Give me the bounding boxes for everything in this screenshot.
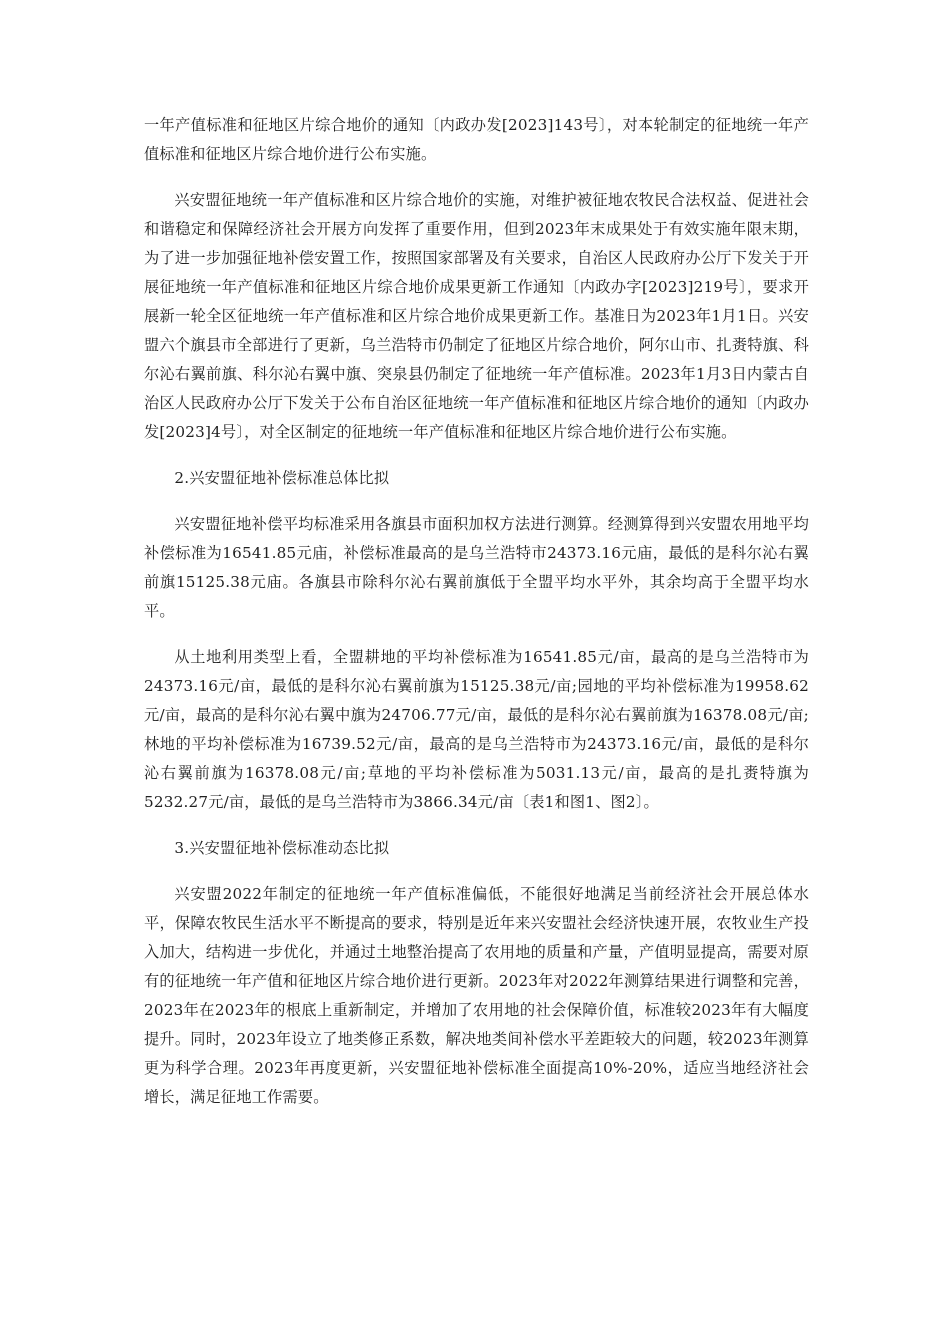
section-heading-overall-comparison: 2.兴安盟征地补偿标准总体比拟 — [174, 469, 390, 487]
paragraph-continuation: 一年产值标准和征地区片综合地价的通知〔内政办发[2023]143号〕，对本轮制定的征地统一年产值标准和征地区片综合地价进行公布实施。 — [144, 116, 809, 163]
paragraph-dynamic-update: 兴安盟2022年制定的征地统一年产值标准偏低，不能很好地满足当前经济社会开展总体水平，保障农牧民生活水平不断提高的要求，特别是近年来兴安盟社会经济快速开展，农牧业生产投入加大，结构进一步优化，并通过土地整治提高了农用地的质量和产量，产值明显提高，需要对原有的征地统一年产值和征地区片综合地价进行更新。2023年对2022年测算结果进行调整和完善，2023年在2023年的根底上重新制定，并增加了农用地的社会保障价值，标准较2023年有大幅度提升。同时，2023年设立了地类修正系数，解决地类间补偿水平差距较大的问题，较2023年测算更为科学合理。2023年再度更新，兴安盟征地补偿标准全面提高10%-20%，适应当地经济社会增长，满足征地工作需要。 — [144, 885, 809, 1106]
paragraph-average-standard: 兴安盟征地补偿平均标准采用各旗县市面积加权方法进行测算。经测算得到兴安盟农用地平均补偿标准为16541.85元庙，补偿标准最高的是乌兰浩特市24373.16元庙，最低的是科尔沁右翼前旗15125.38元庙。各旗县市除科尔沁右翼前旗低于全盟平均水平外，其余均高于全盟平均水平。 — [144, 515, 809, 620]
document-body — [144, 111, 809, 1129]
section-heading-dynamic-comparison: 3.兴安盟征地补偿标准动态比拟 — [174, 839, 390, 857]
paragraph-implementation: 兴安盟征地统一年产值标准和区片综合地价的实施，对维护被征地农牧民合法权益、促进社会和谐稳定和保障经济社会开展方向发挥了重要作用，但到2023年末成果处于有效实施年限末期，为了进一步加强征地补偿安置工作，按照国家部署及有关要求，自治区人民政府办公厅下发关于开展征地统一年产值标准和征地区片综合地价成果更新工作通知〔内政办字[2023]219号〕，要求开展新一轮全区征地统一年产值标准和区片综合地价成果更新工作。基准日为2023年1月1日。兴安盟六个旗县市全部进行了更新，乌兰浩特市仍制定了征地区片综合地价，阿尔山市、扎赉特旗、科尔沁右翼前旗、科尔沁右翼中旗、突泉县仍制定了征地统一年产值标准。2023年1月3日内蒙古自治区人民政府办公厅下发关于公布自治区征地统一年产值标准和征地区片综合地价的通知〔内政办发[2023]4号〕，对全区制定的征地统一年产值标准和征地区片综合地价进行公布实施。 — [144, 191, 809, 441]
paragraph-land-use-types: 从土地利用类型上看，全盟耕地的平均补偿标准为16541.85元/亩，最高的是乌兰浩特市为24373.16元/亩，最低的是科尔沁右翼前旗为15125.38元/亩;园地的平均补偿标准为19958.62元/亩，最高的是科尔沁右翼中旗为24706.77元/亩，最低的是科尔沁右翼前旗为16378.08元/亩;林地的平均补偿标准为16739.52元/亩，最高的是乌兰浩特市为24373.16元/亩，最低的是科尔沁右翼前旗为16378.08元/亩;草地的平均补偿标准为5031.13元/亩，最高的是扎赉特旗为5232.27元/亩，最低的是乌兰浩特市为3866.34元/亩〔表1和图1、图2〕。 — [144, 648, 809, 811]
